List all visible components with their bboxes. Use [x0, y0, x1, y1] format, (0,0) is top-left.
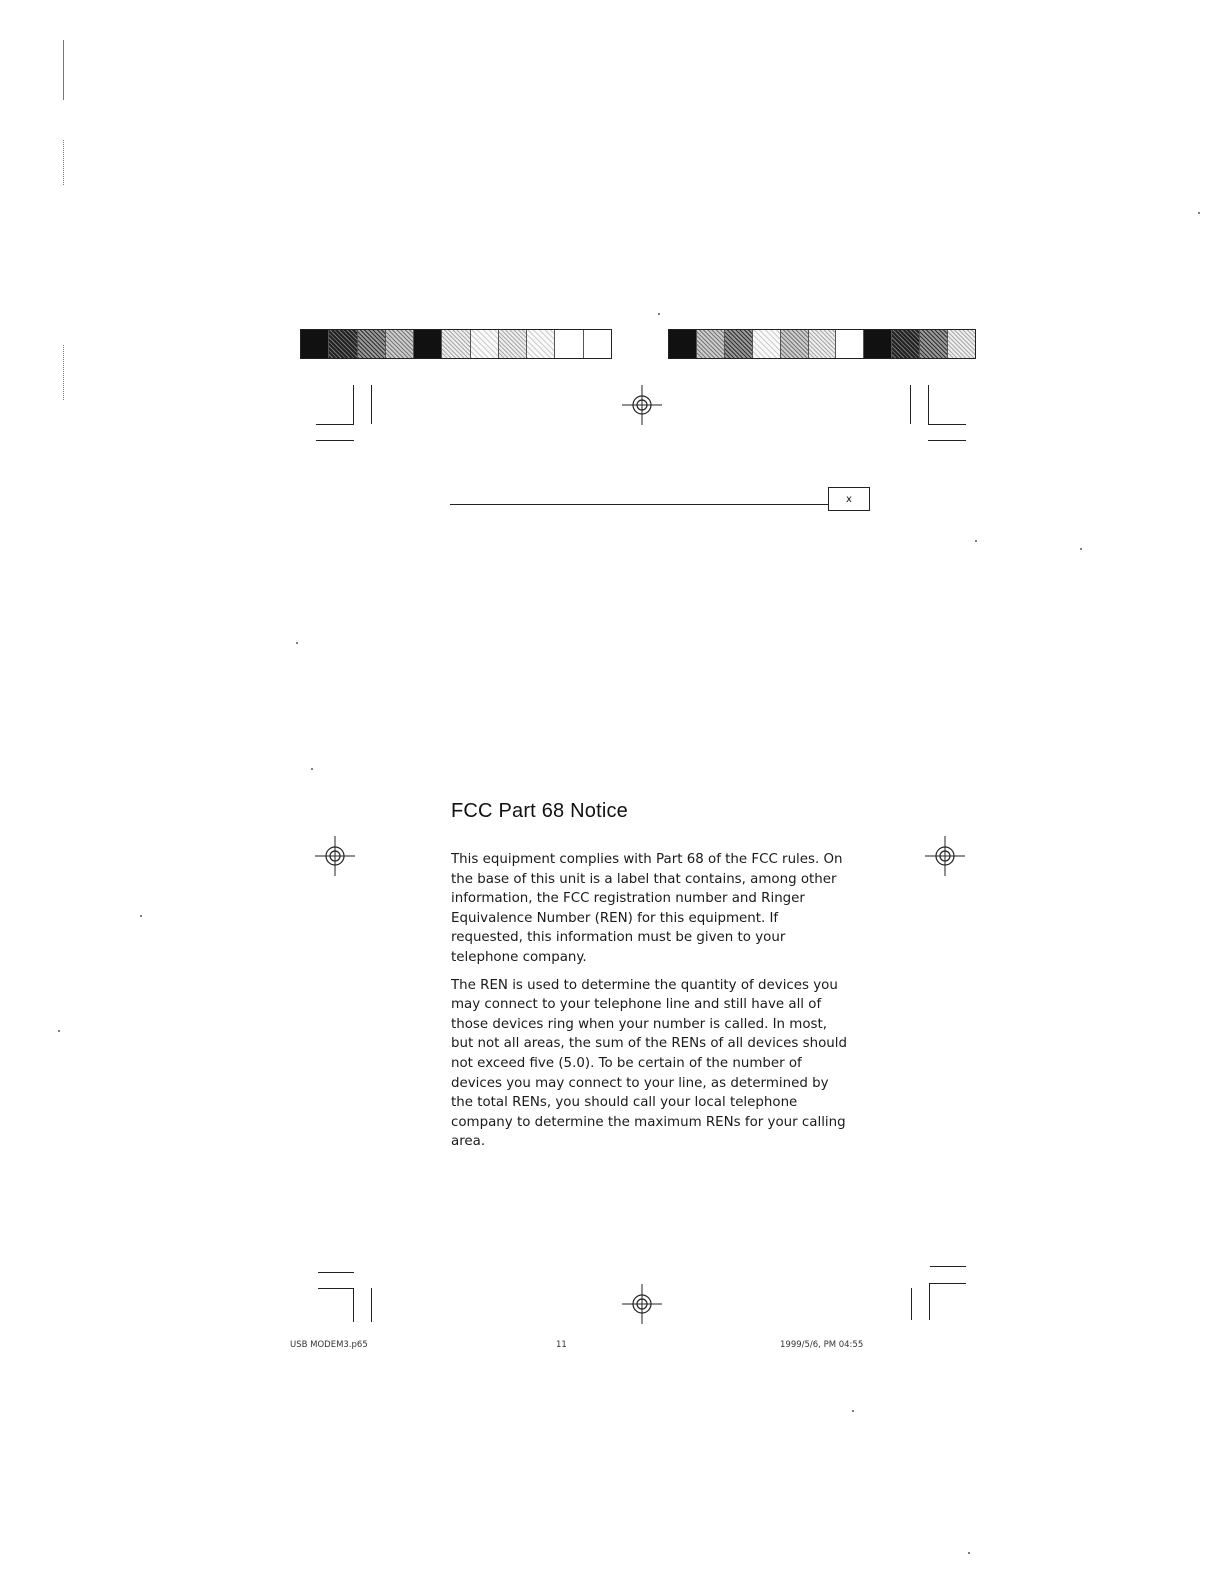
crop-mark-top-right [928, 440, 966, 441]
registration-target-icon [313, 834, 357, 878]
registration-target-icon [620, 383, 664, 427]
header-rule [450, 504, 828, 505]
crop-mark-bottom-right [930, 1283, 966, 1284]
footer-page-number: 11 [556, 1340, 567, 1350]
crop-mark-top-left [316, 424, 354, 425]
color-calibration-bar-left [300, 329, 612, 359]
notice-body [451, 850, 851, 1160]
crop-mark-bottom-right [929, 1283, 930, 1320]
footer-filename: USB MODEM3.p65 [290, 1340, 368, 1350]
crop-mark-top-right [928, 385, 929, 424]
notice-title: FCC Part 68 Notice [451, 800, 628, 822]
crop-mark-bottom-left [371, 1288, 372, 1322]
notice-paragraph: This equipment complies with Part 68 of the FCC rules. On the base of this unit is a label that contains, among other information, the FCC registration number and Ringer Equivalence Number (REN) for this equipment. If requested, this information must be given to your telephone company. [451, 852, 843, 965]
page-tab-label: x [846, 493, 852, 505]
crop-mark-bottom-right [930, 1266, 966, 1267]
margin-scratch [63, 345, 64, 400]
crop-mark-top-left [353, 385, 354, 424]
crop-mark-bottom-left [353, 1288, 354, 1322]
crop-mark-bottom-right [911, 1288, 912, 1320]
crop-mark-bottom-left [318, 1272, 354, 1273]
registration-target-icon [620, 1282, 664, 1326]
footer-timestamp: 1999/5/6, PM 04:55 [780, 1340, 864, 1350]
color-calibration-bar-right [668, 329, 976, 359]
margin-scratch [63, 140, 64, 185]
crop-mark-bottom-left [318, 1288, 354, 1289]
page-tab [828, 487, 870, 511]
margin-scratch [63, 40, 64, 100]
crop-mark-top-right [910, 385, 911, 424]
crop-mark-top-left [316, 440, 354, 441]
crop-mark-top-right [928, 424, 966, 425]
registration-target-icon [923, 834, 967, 878]
notice-paragraph: The REN is used to determine the quantity of devices you may connect to your telephone line and still have all of those devices ring when your number is called. In most, but not all areas, the sum of the RENs of all devices should not exceed five (5.0). To be certain of the number of devices you may connect to your line, as determined by the total RENs, you should call your local telephone company to determine the maximum RENs for your calling area. [451, 977, 847, 1150]
crop-mark-top-left [371, 385, 372, 424]
